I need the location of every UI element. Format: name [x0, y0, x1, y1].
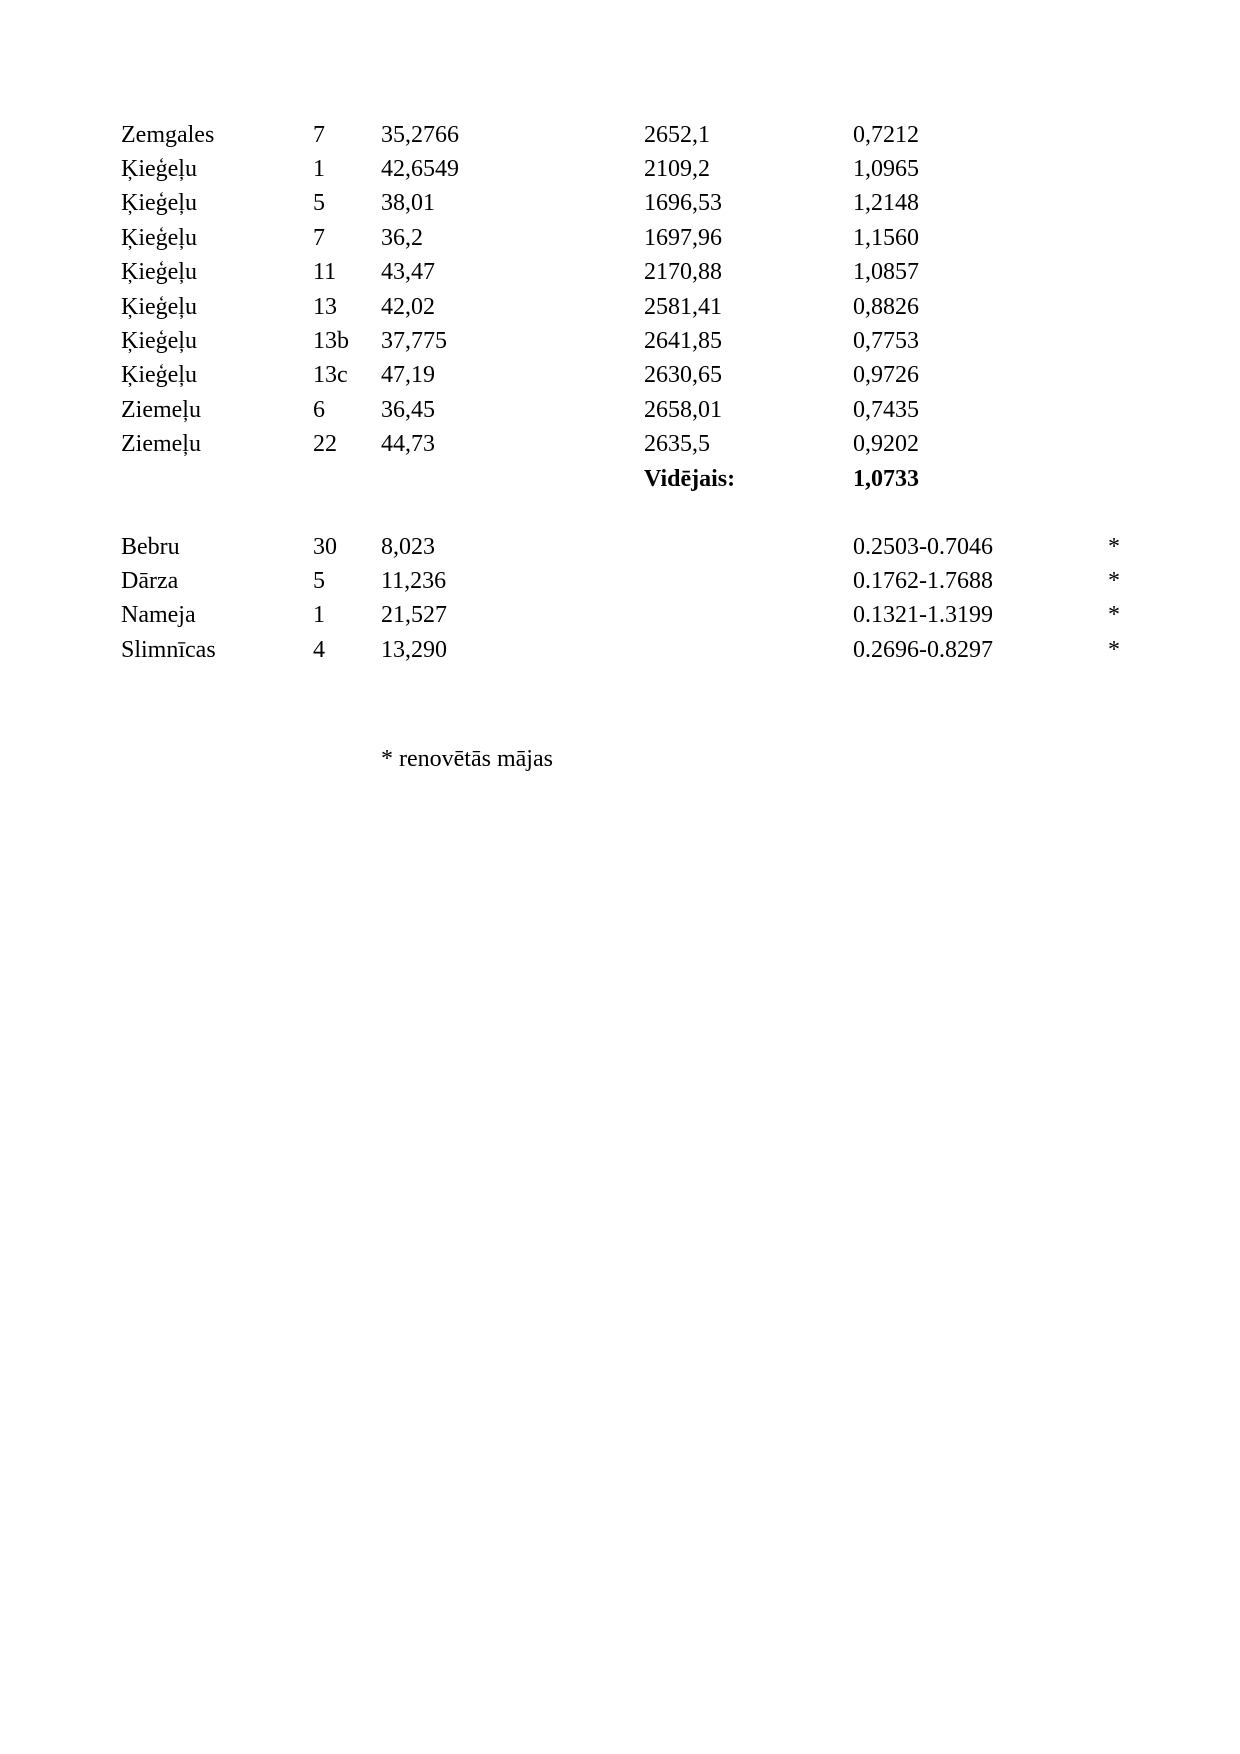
table-row — [0, 598, 1240, 632]
value-3: 0,8826 — [853, 294, 919, 320]
value-1: 44,73 — [381, 431, 435, 457]
house-number: 1 — [313, 156, 325, 182]
street-name: Ķieģeļu — [121, 259, 197, 285]
street-name: Ķieģeļu — [121, 362, 197, 388]
value-range: 0.1762-1.7688 — [853, 568, 993, 594]
table-row — [0, 427, 1240, 461]
house-number: 5 — [313, 190, 325, 216]
footnote: * renovētās mājas — [381, 746, 553, 772]
value-3: 1,1560 — [853, 225, 919, 251]
street-name: Ķieģeļu — [121, 156, 197, 182]
value-2: 2652,1 — [644, 122, 710, 148]
average-value: 1,0733 — [853, 466, 919, 492]
house-number: 13b — [313, 328, 349, 354]
value-2: 2170,88 — [644, 259, 722, 285]
street-name: Ziemeļu — [121, 397, 201, 423]
value-1: 35,2766 — [381, 122, 459, 148]
house-number: 30 — [313, 534, 337, 560]
value-1: 36,45 — [381, 397, 435, 423]
table-row — [0, 564, 1240, 598]
street-name: Ķieģeļu — [121, 294, 197, 320]
house-number: 1 — [313, 602, 325, 628]
value-1: 36,2 — [381, 225, 423, 251]
table-row — [0, 152, 1240, 186]
street-name: Ziemeļu — [121, 431, 201, 457]
value-1: 13,290 — [381, 637, 447, 663]
value-2: 2641,85 — [644, 328, 722, 354]
house-number: 22 — [313, 431, 337, 457]
value-2: 2635,5 — [644, 431, 710, 457]
house-number: 7 — [313, 225, 325, 251]
value-3: 0,7212 — [853, 122, 919, 148]
renovated-mark: * — [1108, 602, 1120, 628]
value-1: 37,775 — [381, 328, 447, 354]
value-range: 0.2696-0.8297 — [853, 637, 993, 663]
house-number: 11 — [313, 259, 337, 285]
value-2: 2109,2 — [644, 156, 710, 182]
street-name: Bebru — [121, 534, 180, 560]
house-number: 5 — [313, 568, 325, 594]
value-1: 47,19 — [381, 362, 435, 388]
average-label: Vidējais: — [644, 466, 736, 492]
table-row — [0, 393, 1240, 427]
table-row — [0, 324, 1240, 358]
street-name: Slimnīcas — [121, 637, 216, 663]
table-row — [0, 118, 1240, 152]
house-number: 7 — [313, 122, 325, 148]
value-2: 2658,01 — [644, 397, 722, 423]
value-3: 0,9726 — [853, 362, 919, 388]
street-name: Ķieģeļu — [121, 328, 197, 354]
renovated-mark: * — [1108, 534, 1120, 560]
street-name: Ķieģeļu — [121, 190, 197, 216]
value-2: 1697,96 — [644, 225, 722, 251]
renovated-mark: * — [1108, 637, 1120, 663]
value-1: 42,6549 — [381, 156, 459, 182]
value-3: 1,0965 — [853, 156, 919, 182]
table-row — [0, 290, 1240, 324]
value-1: 21,527 — [381, 602, 447, 628]
table-row — [0, 221, 1240, 255]
house-number: 13 — [313, 294, 337, 320]
table-row — [0, 255, 1240, 289]
street-name: Nameja — [121, 602, 196, 628]
table-row — [0, 530, 1240, 564]
renovated-mark: * — [1108, 568, 1120, 594]
house-number: 13c — [313, 362, 348, 388]
table-row — [0, 358, 1240, 392]
value-1: 43,47 — [381, 259, 435, 285]
value-3: 0,9202 — [853, 431, 919, 457]
value-range: 0.2503-0.7046 — [853, 534, 993, 560]
value-1: 11,236 — [381, 568, 447, 594]
table-row — [0, 186, 1240, 220]
value-range: 0.1321-1.3199 — [853, 602, 993, 628]
value-1: 42,02 — [381, 294, 435, 320]
value-1: 8,023 — [381, 534, 435, 560]
value-3: 1,2148 — [853, 190, 919, 216]
street-name: Zemgales — [121, 122, 215, 148]
value-2: 2581,41 — [644, 294, 722, 320]
street-name: Dārza — [121, 568, 179, 594]
street-name: Ķieģeļu — [121, 225, 197, 251]
house-number: 6 — [313, 397, 325, 423]
average-row — [0, 462, 1240, 496]
value-3: 0,7753 — [853, 328, 919, 354]
value-1: 38,01 — [381, 190, 435, 216]
value-3: 0,7435 — [853, 397, 919, 423]
table-row — [0, 633, 1240, 667]
house-number: 4 — [313, 637, 325, 663]
value-3: 1,0857 — [853, 259, 919, 285]
value-2: 1696,53 — [644, 190, 722, 216]
value-2: 2630,65 — [644, 362, 722, 388]
